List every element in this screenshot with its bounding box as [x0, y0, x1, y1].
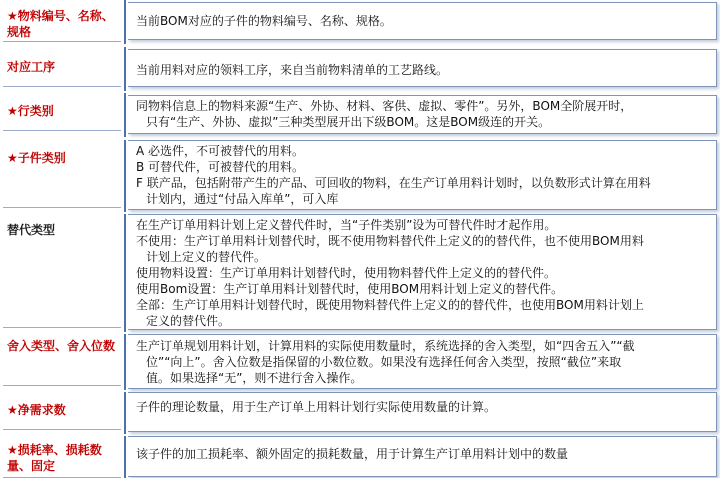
content-line: 只有“生产、外协、虚拟”三种类型展开出下级BOM。这是BOM级连的开关。	[146, 115, 551, 129]
row-content	[136, 446, 712, 462]
row-label: 对应工序	[3, 57, 121, 87]
row-divider	[124, 436, 126, 478]
content-line: 计划内，通过“付品入库单”，可入库	[146, 192, 339, 206]
row-divider	[124, 140, 126, 212]
row-content	[136, 217, 712, 329]
row-label: ★损耗率、损耗数量、固定	[3, 440, 121, 478]
content-line: 在生产订单用料计划上定义替代件时，当“子件类别”设为可替代件时才起作用。	[136, 218, 557, 232]
content-line: 子件的理论数量，用于生产订单上用料计划行实际使用数量的计算。	[136, 400, 497, 414]
row-divider	[124, 93, 126, 137]
row-divider	[124, 214, 126, 332]
content-line: 生产订单规划用料计划，计算用料的实际使用数量时，系统选择的舍入类型，如“四舍五入”“截	[136, 339, 635, 353]
content-line: 计划上定义的替代件。	[146, 250, 267, 264]
content-line: B 可替代件，可被替代的用料。	[136, 160, 305, 174]
content-line: 位”“向上”。舍入位数是指保留的小数位数。如果没有选择任何舍入类型，按照“截位”来取	[146, 355, 622, 369]
row-label: 舍入类型、舍入位数	[3, 336, 121, 386]
content-line: 不使用：生产订单用料计划替代时，既不使用物料替代件上定义的的替代件，也不使用BOM用料	[136, 234, 644, 248]
table-row-line-type	[0, 93, 720, 137]
content-line: 当前BOM对应的子件的物料编号、名称、规格。	[136, 14, 392, 28]
row-content	[136, 143, 712, 207]
row-label: ★行类别	[3, 101, 121, 131]
table-row-component-type	[0, 140, 720, 212]
table-row-loss-rate	[0, 436, 720, 478]
row-content	[136, 399, 712, 415]
content-line: 定义的替代件。	[146, 314, 231, 328]
table-row-substitute-type	[0, 214, 720, 332]
row-content	[136, 13, 712, 29]
table-row-net-requirement	[0, 392, 720, 434]
content-line: 同物料信息上的物料来源“生产、外协、材料、客供、虚拟、零件”。另外，BOM全阶展开时，	[136, 99, 633, 113]
content-line: 值。如果选择“无”，则不进行舍入操作。	[146, 371, 363, 385]
row-divider	[124, 0, 126, 44]
table-row-rounding	[0, 334, 720, 390]
content-line: 使用物料设置：生产订单用料计划替代时，使用物料替代件上定义的的替代件。	[136, 266, 557, 280]
content-line: 该子件的加工损耗率、额外固定的损耗数量，用于计算生产订单用料计划中的数量	[136, 447, 569, 461]
table-row-process	[0, 47, 720, 91]
row-label: ★物料编号、名称、规格	[3, 6, 121, 42]
row-label: ★子件类别	[3, 148, 121, 208]
content-line: 使用Bom设置：生产订单用料计划替代时，使用BOM用料计划上定义的替代件。	[136, 282, 564, 296]
row-content	[136, 62, 712, 78]
table-row-material-code	[0, 0, 720, 44]
content-line: 全部：生产订单用料计划替代时，既使用物料替代件上定义的的替代件，也使用BOM用料计划上	[136, 298, 644, 312]
row-label: 替代类型	[3, 220, 121, 328]
row-label: ★净需求数	[3, 400, 121, 430]
content-line: F 联产品，包括附带产生的产品、可回收的物料，在生产订单用料计划时，以负数形式计算在用料	[136, 176, 651, 190]
row-content	[136, 98, 712, 130]
row-content	[136, 338, 712, 386]
row-divider	[124, 47, 126, 91]
content-line: A 必选件，不可被替代的用料。	[136, 144, 305, 158]
row-divider	[124, 334, 126, 390]
row-divider	[124, 392, 126, 434]
content-line: 当前用料对应的领料工序，来自当前物料清单的工艺路线。	[136, 63, 449, 77]
